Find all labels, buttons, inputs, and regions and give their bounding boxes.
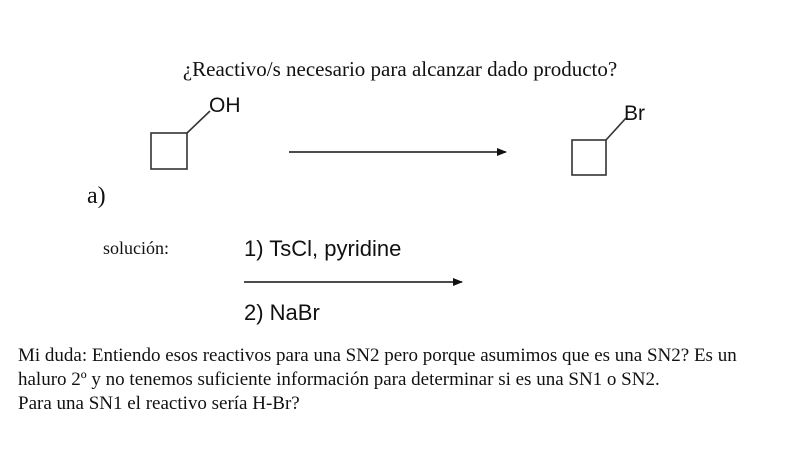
- doubt-paragraph-1: Mi duda: Entiendo esos reactivos para una SN2 pero porque asumimos que es una SN2? Es un haluro 2º y no tenemos suficiente información para determinar si es una SN1 o SN2.: [18, 345, 737, 390]
- reactant-bond: [187, 111, 210, 133]
- reactant-group-label: OH: [209, 94, 241, 117]
- doubt-text: [18, 344, 788, 416]
- reactant-molecule: [151, 94, 241, 169]
- solution-step-2: 2) NaBr: [244, 300, 320, 325]
- solution-step-1: 1) TsCl, pyridine: [244, 236, 402, 261]
- part-label: a): [87, 183, 106, 209]
- cyclobutane-ring-icon: [151, 133, 187, 169]
- solution-label: solución:: [103, 238, 169, 258]
- product-molecule: [572, 102, 645, 175]
- question-title: ¿Reactivo/s necesario para alcanzar dado producto?: [182, 57, 618, 81]
- doubt-paragraph-2: Para una SN1 el reactivo sería H-Br?: [18, 393, 300, 414]
- cyclobutane-ring-icon: [572, 140, 606, 175]
- product-group-label: Br: [624, 102, 645, 125]
- product-bond: [606, 118, 626, 140]
